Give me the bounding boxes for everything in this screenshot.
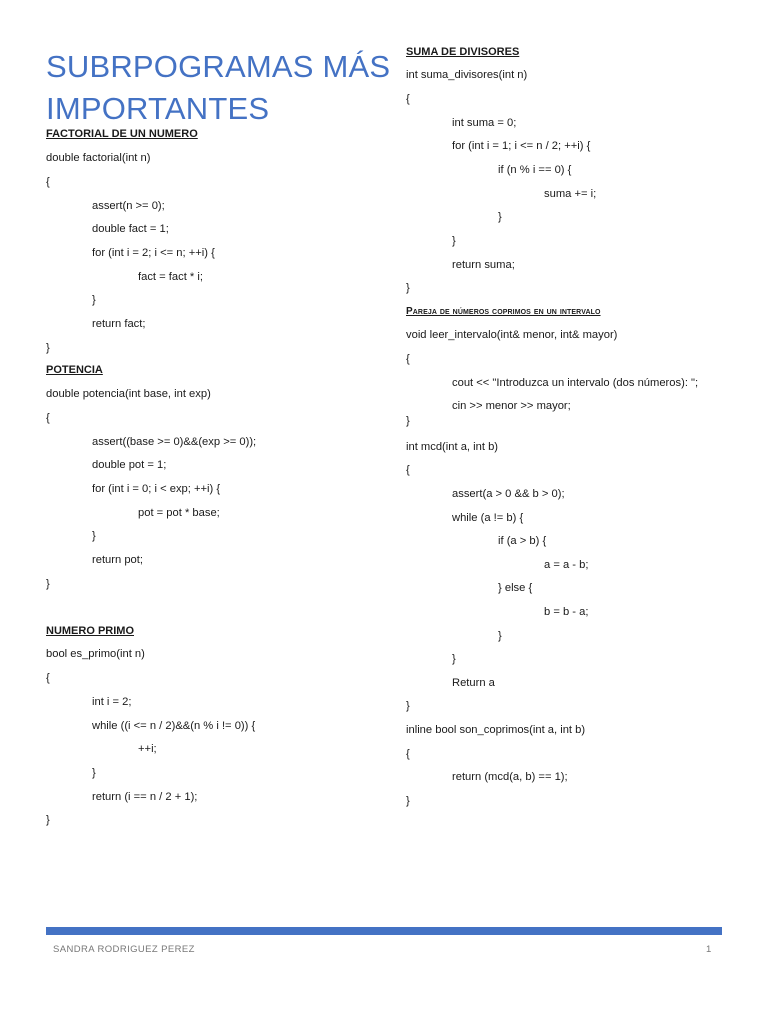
code-line: } xyxy=(498,630,502,642)
code-line: } xyxy=(406,415,410,427)
code-line: pot = pot * base; xyxy=(138,507,220,519)
code-line: } xyxy=(46,342,50,354)
code-line: b = b - a; xyxy=(544,606,589,618)
code-line: cout << "Introduzca un intervalo (dos números): "; xyxy=(452,377,699,389)
code-line: } xyxy=(406,700,410,712)
code-line: cin >> menor >> mayor; xyxy=(452,400,571,412)
code-line: Return a xyxy=(452,677,495,689)
code-line: { xyxy=(406,748,410,760)
code-line: } xyxy=(406,282,410,294)
code-line: double fact = 1; xyxy=(92,223,169,235)
code-line: while (a != b) { xyxy=(452,512,524,524)
code-line: double factorial(int n) xyxy=(46,152,151,164)
code-line: void leer_intervalo(int& menor, int& mayor) xyxy=(406,329,618,341)
code-line: for (int i = 1; i <= n / 2; ++i) { xyxy=(452,140,591,152)
code-line: { xyxy=(46,176,50,188)
section-heading: SUMA DE DIVISORES xyxy=(406,46,520,58)
code-line: return pot; xyxy=(92,554,143,566)
code-line: double pot = 1; xyxy=(92,459,167,471)
page-title xyxy=(46,46,391,130)
code-line: { xyxy=(46,412,50,424)
code-line: int suma = 0; xyxy=(452,117,517,129)
code-line: } xyxy=(92,294,96,306)
section-heading: POTENCIA xyxy=(46,364,103,376)
code-line: assert((base >= 0)&&(exp >= 0)); xyxy=(92,436,257,448)
footer-divider xyxy=(46,927,722,935)
code-line: int suma_divisores(int n) xyxy=(406,69,528,81)
footer-author: SANDRA RODRIGUEZ PEREZ xyxy=(53,944,195,955)
code-line: } xyxy=(452,653,456,665)
code-line: { xyxy=(406,353,410,365)
code-line: } xyxy=(46,814,50,826)
code-line: assert(n >= 0); xyxy=(92,200,165,212)
code-line: double potencia(int base, int exp) xyxy=(46,388,211,400)
code-line: while ((i <= n / 2)&&(n % i != 0)) { xyxy=(92,720,256,732)
code-line: } else { xyxy=(498,582,533,594)
code-line: int i = 2; xyxy=(92,696,132,708)
code-line: inline bool son_coprimos(int a, int b) xyxy=(406,724,586,736)
footer-page-number: 1 xyxy=(706,944,712,955)
code-line: suma += i; xyxy=(544,188,597,200)
code-line: } xyxy=(92,530,96,542)
page-title-line-1: SUBRPOGRAMAS MÁS xyxy=(46,49,391,84)
code-line: assert(a > 0 && b > 0); xyxy=(452,488,565,500)
code-line: int mcd(int a, int b) xyxy=(406,441,499,453)
code-line: if (n % i == 0) { xyxy=(498,164,572,176)
code-line: for (int i = 2; i <= n; ++i) { xyxy=(92,247,215,259)
code-line: return (i == n / 2 + 1); xyxy=(92,791,198,803)
code-line: if (a > b) { xyxy=(498,535,547,547)
code-line: { xyxy=(406,464,410,476)
code-line: return fact; xyxy=(92,318,146,330)
code-line: ++i; xyxy=(138,743,157,755)
code-line: return (mcd(a, b) == 1); xyxy=(452,771,568,783)
code-line: { xyxy=(46,672,50,684)
code-line: } xyxy=(406,795,410,807)
code-line: } xyxy=(498,211,502,223)
section-heading: FACTORIAL DE UN NUMERO xyxy=(46,128,198,140)
page-title-line-2: IMPORTANTES xyxy=(46,91,270,126)
code-line: a = a - b; xyxy=(544,559,589,571)
code-line: } xyxy=(452,235,456,247)
code-line: } xyxy=(46,578,50,590)
section-heading: Pareja de números coprimos en un intervalo xyxy=(406,306,601,317)
code-line: bool es_primo(int n) xyxy=(46,648,145,660)
code-line: fact = fact * i; xyxy=(138,271,203,283)
section-heading: NUMERO PRIMO xyxy=(46,625,134,637)
code-line: return suma; xyxy=(452,259,515,271)
code-line: for (int i = 0; i < exp; ++i) { xyxy=(92,483,221,495)
code-line: { xyxy=(406,93,410,105)
code-line: } xyxy=(92,767,96,779)
